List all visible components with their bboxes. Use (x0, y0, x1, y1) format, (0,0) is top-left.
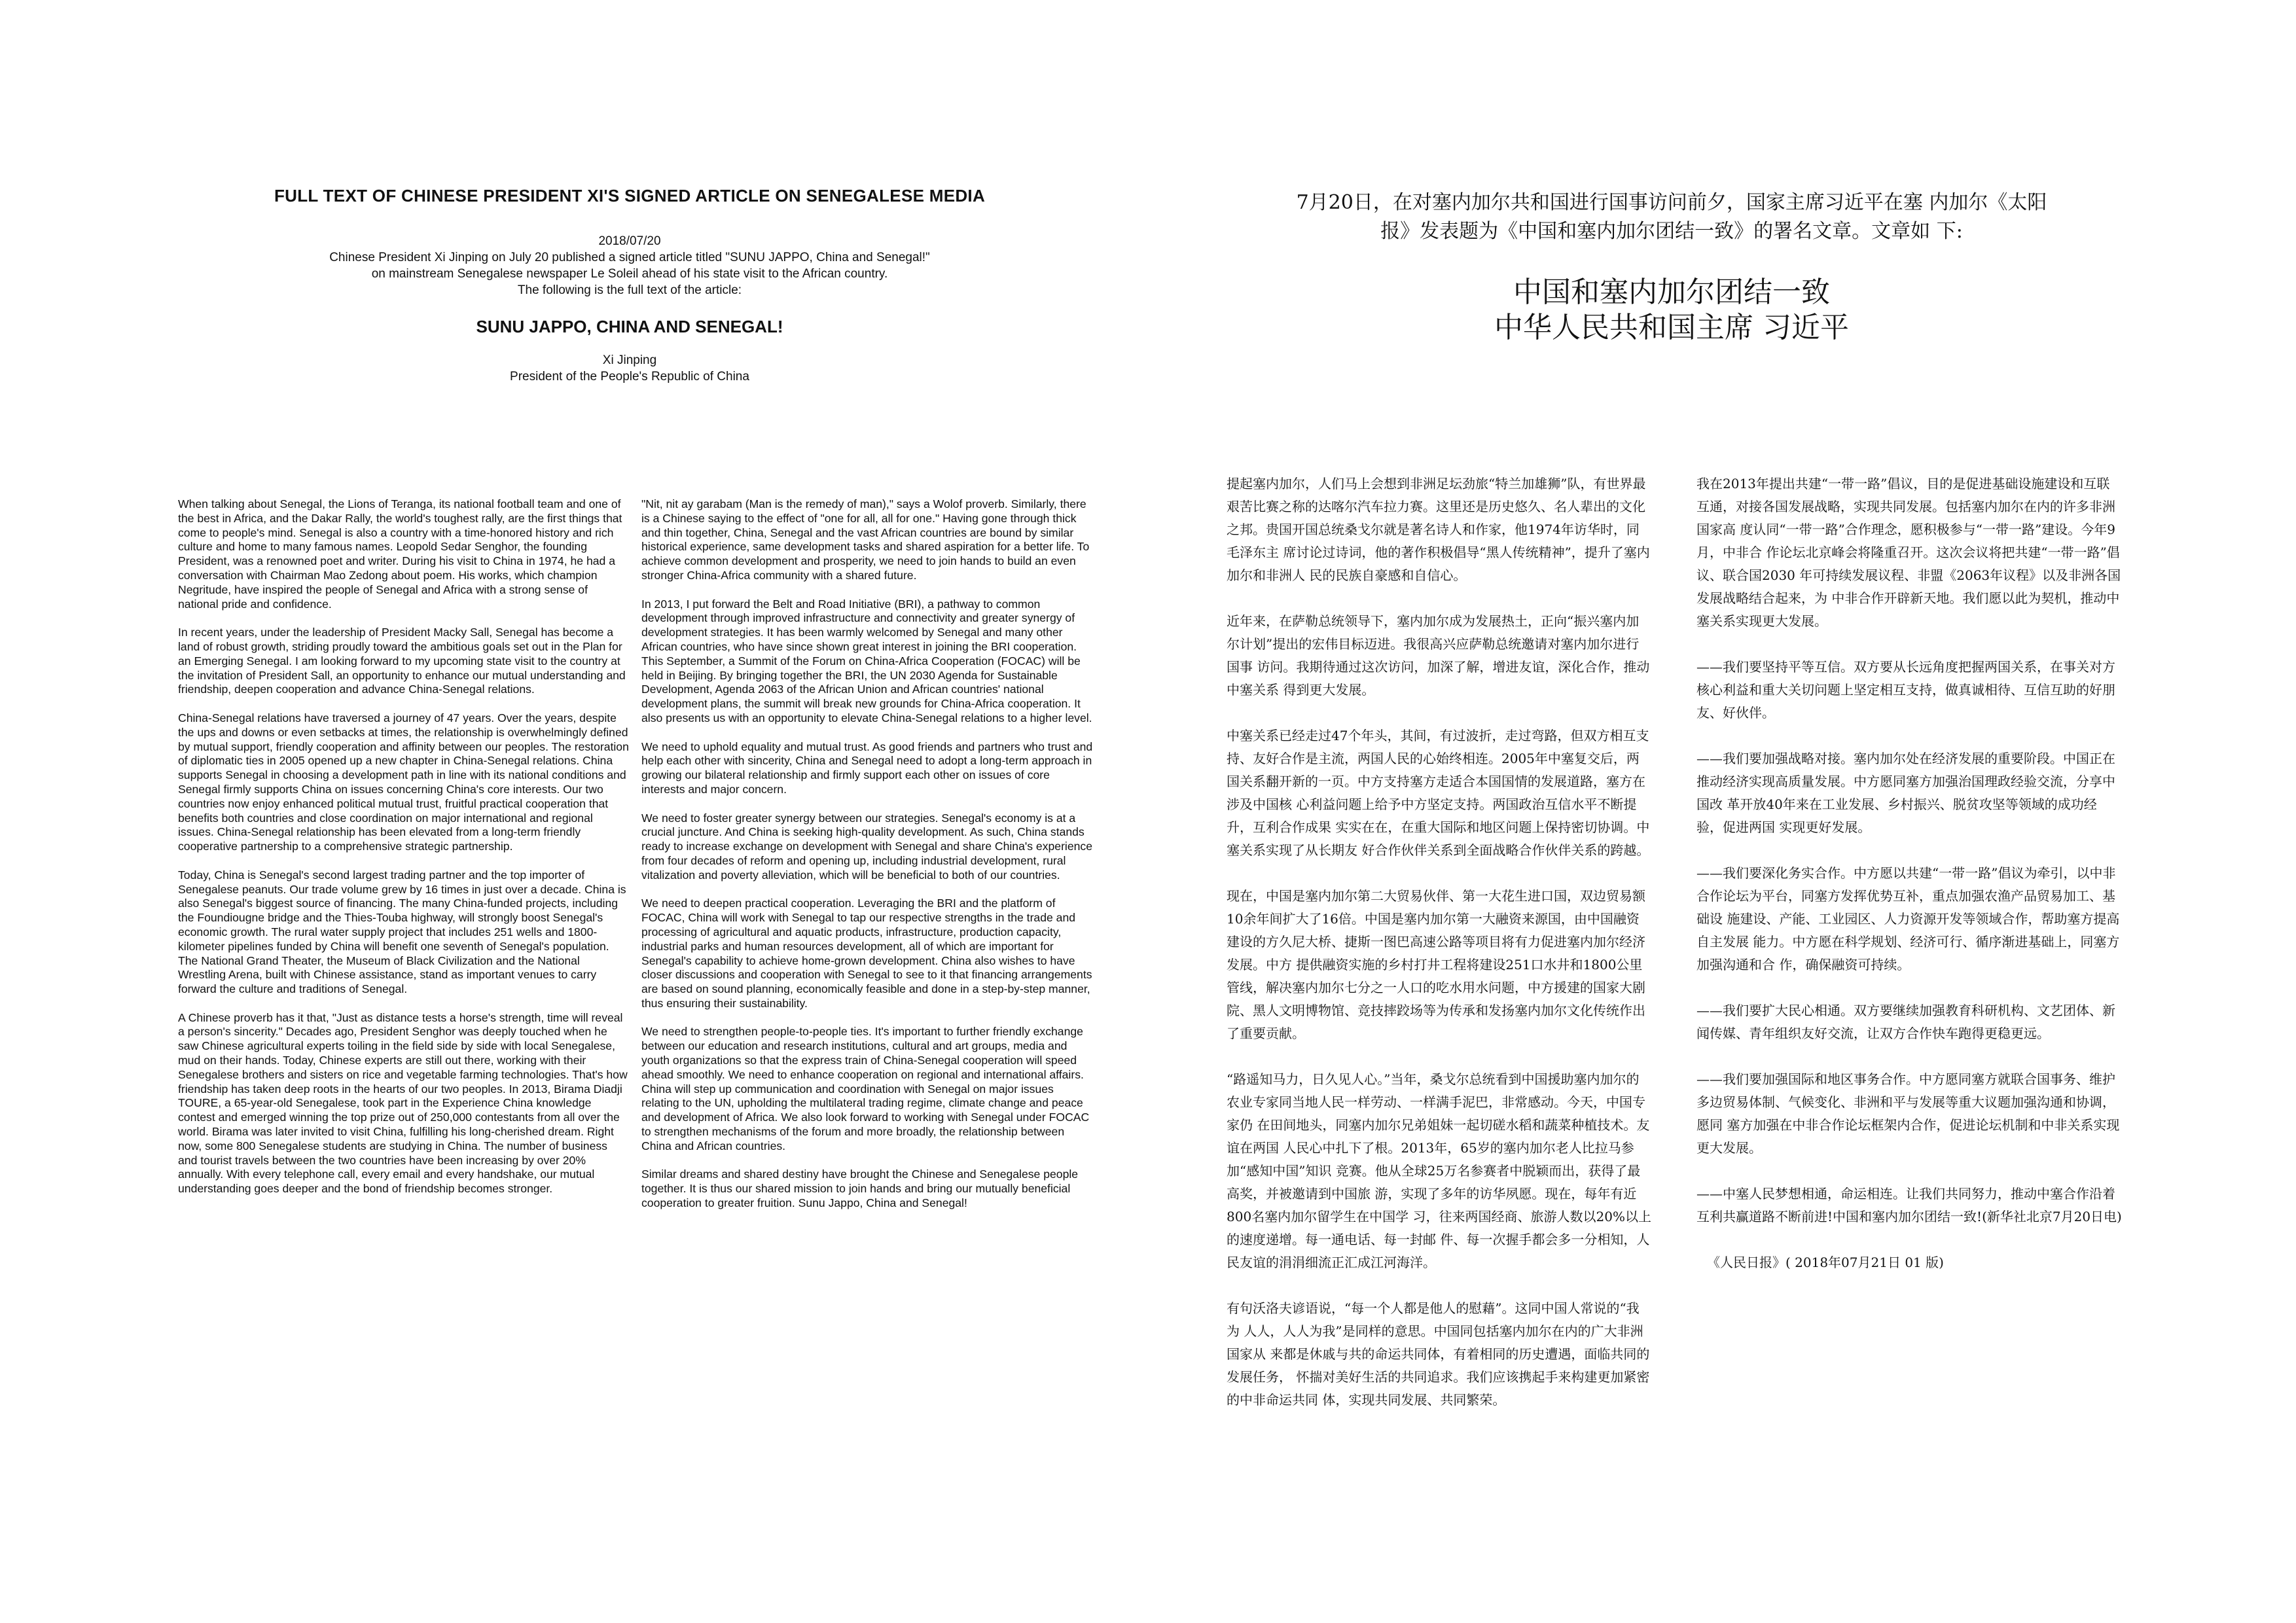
article-date: 2018/07/20 (598, 234, 661, 248)
paragraph: In 2013, I put forward the Belt and Road Initiative (BRI), a pathway to common development through improved infrastructure and connectivity and greater synergy of development strategies. It has been warmly welcomed by Senegal and many other African countries, who have since shown great interest in joining the BRI cooperation. This September, a Summit of the Forum on China-Africa Cooperation (FOCAC) will be held in Beijing. By bringing together the BRI, the UN 2030 Agenda for Sustainable Development, Agenda 2063 of the African Union and African countries' national development plans, the summit will break new grounds for China-Africa cooperation. It also presents us with an opportunity to elevate China-Senegal relations to a higher level. (641, 597, 1092, 724)
paragraph: We need to deepen practical cooperation. Leveraging the BRI and the platform of FOCAC, China will work with Senegal to tap our respective strengths in the trade and processing of agricultural and aquatic products, infrastructure, production capacity, industrial parks and human resources development, all of which are important for Senegal's capability to achieve home-grown development. China also wishes to have closer discussions and cooperation with Senegal to see to it that financing arrangements are based on sound planning, economically feasible and done in a step-by-step manner, thus ensuring their sustainability. (641, 897, 1092, 1010)
paragraph: 近年来，在萨勒总统领导下，塞内加尔成为发展热土，正向“振兴塞内加 尔计划”提出的宏伟目标迈进。我很高兴应萨勒总统邀请对塞内加尔进行国事 访问。我期待通过这次访问，加深了解，增进友谊，深化合作，推动中塞关系 得到更大发展。 (1227, 613, 1650, 698)
chinese-title: 中国和塞内加尔团结一致 (1513, 276, 1830, 309)
paragraph: ——我们要坚持平等互信。双方要从长远角度把握两国关系，在事关对方核心利益和重大关切问题上坚定相互支持，做真诚相待、互信互助的好朋友、好伙伴。 (1696, 659, 2115, 721)
intro-line: Chinese President Xi Jinping on July 20 published a signed article titled "SUNU JAPPO, China and Senegal!" (329, 251, 930, 264)
paragraph: ——中塞人民梦想相通，命运相连。让我们共同努力，推动中塞合作沿着互利共赢道路不断前进!中国和塞内加尔团结一致!(新华社北京7月20日电) (1696, 1186, 2122, 1224)
paragraph: 我在2013年提出共建“一带一路”倡议，目的是促进基础设施建设和互联互通，对接各国发展战略，实现共同发展。包括塞内加尔在内的许多非洲国家高 度认同“一带一路”合作理念，愿积极参与“一带一路”建设。今年9月，中非合 作论坛北京峰会将隆重召开。这次会议将把共建“一带一路”倡议、联合国2030 年可持续发展议程、非盟《2063年议程》以及非洲各国发展战略结合起来，为 中非合作开辟新天地。我们愿以此为契机，推动中塞关系实现更大发展。 (1696, 476, 2121, 629)
chinese-title-block (1240, 275, 2104, 346)
paragraph: ——我们要扩大民心相通。双方要继续加强教育科研机构、文艺团体、新闻传媒、青年组织友好交流，让双方合作快车跑得更稳更远。 (1696, 1003, 2115, 1041)
source-citation: 《人民日报》( 2018年07月21日 01 版) (1707, 1255, 1944, 1270)
chinese-byline: 中华人民共和国主席 习近平 (1494, 311, 1849, 344)
paragraph: Today, China is Senegal's second largest trading partner and the top importer of Senegalese peanuts. Our trade volume grew by 16 times in just over a decade. China is also Senegal's biggest source of financing. The many China-funded projects, including the Foundiougne bridge and the Thies-Touba highway, will strongly boost Senegal's economic growth. The rural water supply project that includes 251 wells and 1800-kilometer pipelines funded by China will benefit one seventh of Senegal's population. The National Grand Theater, the Museum of Black Civilization and the National Wrestling Arena, built with Chinese assistance, stand as important venues to carry forward the culture and traditions of Senegal. (178, 868, 626, 996)
paragraph: A Chinese proverb has it that, "Just as distance tests a horse's strength, time will reveal a person's sincerity." Decades ago, President Senghor was deeply touched when he saw Chinese agricultural experts toiling in the field side by side with local Senegalese, mud on their hands. Today, Chinese experts are still out there, working with their Senegalese brothers and sisters on rice and vegetable farming technologies. That's how friendship has taken deep roots in the hearts of our two peoples. In 2013, Birama Diadji TOURE, a 65-year-old Senegalese, took part in the Experience China knowledge contest and emerged winning the top prize out of 250,000 contestants from all over the world. Birama was later invited to visit China, fulfilling his long-cherished dream. Right now, some 800 Senegalese students are studying in China. The number of business and tourist travels between the two countries have been increasing by over 20% annually. With every telephone call, every email and every handshake, our mutual understanding goes deeper and the bond of friendship becomes stronger. (178, 1010, 628, 1196)
paragraph: 提起塞内加尔，人们马上会想到非洲足坛劲旅“特兰加雄狮”队，有世界最艰苦比赛之称的达喀尔汽车拉力赛。这里还是历史悠久、名人辈出的文化之邦。贵国开国总统桑戈尔就是著名诗人和作家，他1974年访华时，同毛泽东主 席讨论过诗词，他的著作积极倡导“黑人传统精神”，提升了塞内加尔和非洲人 民的民族自豪感和自信心。 (1227, 476, 1650, 583)
paragraph: When talking about Senegal, the Lions of Teranga, its national football team and one of the best in Africa, and the Dakar Rally, the world's toughest rally, are the first things that come to people's mind. Senegal is also a country with a time-honored history and rich culture and home to many famous names. Leopold Sedar Senghor, the founding President, was a renowned poet and writer. During his visit to China in 1974, he had a conversation with Chairman Mao Zedong about poem. His works, which champion Negritude, have inspired the people of Senegal and Africa with a strong sense of national pride and confidence. (178, 497, 622, 611)
chinese-right-column (1696, 473, 2122, 1297)
author-name: Xi Jinping (602, 353, 657, 367)
author-title: President of the People's Republic of China (510, 370, 749, 383)
paragraph: "Nit, nit ay garabam (Man is the remedy of man)," says a Wolof proverb. Similarly, there is a Chinese saying to the effect of "one for all, all for one." Having gone through thick and thin together, China, Senegal and the vast African countries are bound by similar historical experience, same development tasks and shared aspiration for a better life. To achieve common development and prosperity, we need to join hands to build an even stronger China-Africa community with a shared future. (641, 497, 1090, 582)
english-right-column (641, 497, 1093, 1225)
intro-line: 报》发表题为《中国和塞内加尔团结一致》的署名文章。文章如 下: (1380, 220, 1963, 243)
intro-line: on mainstream Senegalese newspaper Le Soleil ahead of his state visit to the African country. (371, 267, 888, 281)
intro-line: The following is the full text of the article: (517, 283, 742, 297)
article-title: FULL TEXT OF CHINESE PRESIDENT XI'S SIGNED ARTICLE ON SENEGALESE MEDIA (274, 186, 986, 205)
chinese-intro (1240, 188, 2104, 246)
paragraph: 中塞关系已经走过47个年头，其间，有过波折，走过弯路，但双方相互支 持、友好合作是主流，两国人民的心始终相连。2005年中塞复交后，两国关系翻开新的一页。中方支持塞方走适合本国国情的发展道路，塞方在涉及中国核 心利益问题上给予中方坚定支持。两国政治互信水平不断提升，互利合作成果 实实在在，在重大国际和地区问题上保持密切协调。中塞关系实现了从长期友 好合作伙伴关系到全面战略合作伙伴关系的跨越。 (1227, 728, 1650, 858)
chinese-article-page (1148, 0, 2296, 1623)
paragraph: We need to strengthen people-to-people ties. It's important to further friendly exchange between our education and research institutions, cultural and art groups, media and youth organizations so that the express train of China-Senegal cooperation will speed ahead smoothly. We need to enhance cooperation on regional and international affairs. China will step up communication and coordination with Senegal on major issues relating to the UN, upholding the multilateral trading regime, climate change and peace and development of Africa. We also look forward to working with Senegal under FOCAC to strengthen mechanisms of the forum and more broadly, the relationship between China and African countries. (641, 1025, 1090, 1152)
paragraph: China-Senegal relations have traversed a journey of 47 years. Over the years, despite the ups and downs or even setbacks at times, the relationship is overwhelmingly defined by mutual support, friendly cooperation and affinity between our peoples. The restoration of diplomatic ties in 2005 opened up a new chapter in China-Senegal relations. China supports Senegal in choosing a development path in line with its national conditions and Senegal firmly supports China on issues concerning China's core interests. Our two countries now enjoy enhanced political mutual trust, fruitful practical cooperation that benefits both countries and close coordination on major international and regional issues. China-Senegal relationship has been elevated from a long-term friendly cooperative partnership to a comprehensive strategic partnership. (178, 711, 629, 853)
paragraph: ——我们要深化务实合作。中方愿以共建“一带一路”倡议为牵引，以中非合作论坛为平台，同塞方发挥优势互补，重点加强农渔产品贸易加工、基础设 施建设、产能、工业园区、人力资源开发等领域合作，帮助塞方提高自主发展 能力。中方愿在科学规划、经济可行、循序渐进基础上，同塞方加强沟通和合 作，确保融资可持续。 (1696, 865, 2120, 972)
article-subtitle: SUNU JAPPO, CHINA AND SENEGAL! (476, 317, 783, 336)
paragraph: ——我们要加强国际和地区事务合作。中方愿同塞方就联合国事务、维护多边贸易体制、气候变化、非洲和平与发展等重大议题加强沟通和协调，愿同 塞方加强在中非合作论坛框架内合作，促进论坛机制和中非关系实现更大发展。 (1696, 1071, 2120, 1156)
paragraph: 现在，中国是塞内加尔第二大贸易伙伴、第一大花生进口国，双边贸易额 10余年间扩大了16倍。中国是塞内加尔第一大融资来源国，由中国融资建设的方久尼大桥、捷斯一图巴高速公路等项目将有力促进塞内加尔经济发展。中方 提供融资实施的乡村打井工程将建设251口水井和1800公里管线，解决塞内加尔七分之一人口的吃水用水问题，中方援建的国家大剧院、黑人文明博物馆、竞技摔跤场等为传承和发扬塞内加尔文化传统作出了重要贡献。 (1227, 888, 1645, 1041)
paragraph: We need to uphold equality and mutual trust. As good friends and partners who trust and help each other with sincerity, China and Senegal need to adopt a long-term approach in growing our bilateral relationship and firmly support each other on issues of core interests and major concern. (641, 740, 1093, 796)
english-left-column (178, 497, 630, 1211)
paragraph: 有句沃洛夫谚语说，“每一个人都是他人的慰藉”。这同中国人常说的“我为 人人，人人为我”是同样的意思。中国同包括塞内加尔在内的广大非洲国家从 来都是休戚与共的命运共同体，有着相同的历史遭遇，面临共同的发展任务， 怀揣对美好生活的共同追求。我们应该携起手来构建更加紧密的中非命运共同 体，实现共同发展、共同繁荣。 (1227, 1300, 1650, 1408)
english-header (171, 185, 1088, 385)
intro-line: 7月20日，在对塞内加尔共和国进行国事访问前夕，国家主席习近平在塞 内加尔《太阳 (1296, 191, 2047, 214)
paragraph: We need to foster greater synergy between our strategies. Senegal's economy is at a crucial juncture. And China is seeking high-quality development. As such, China stands ready to increase exchange on development with Senegal and share China's experience from four decades of reform and opening up, including industrial development, rural vitalization and poverty alleviation, which will be beneficial to both of our countries. (641, 811, 1092, 882)
paragraph: Similar dreams and shared destiny have brought the Chinese and Senegalese people together. It is thus our shared mission to join hands and bring our mutually beneficial cooperation to greater fruition. Sunu Jappo, China and Senegal! (641, 1168, 1079, 1210)
paragraph: ——我们要加强战略对接。塞内加尔处在经济发展的重要阶段。中国正在 推动经济实现高质量发展。中方愿同塞方加强治国理政经验交流，分享中国改 革开放40年来在工业发展、乡村振兴、脱贫攻坚等领域的成功经验，促进两国 实现更好发展。 (1696, 751, 2115, 835)
paragraph: “路遥知马力，日久见人心。”当年，桑戈尔总统看到中国援助塞内加尔的 农业专家同当地人民一样劳动、一样满手泥巴，非常感动。今天，中国专家仍 在田间地头，同塞内加尔兄弟姐妹一起切磋水稻和蔬菜种植技术。友谊在两国 人民心中扎下了根。2013年，65岁的塞内加尔老人比拉马参加“感知中国”知识 竞赛。他从全球25万名参赛者中脱颖而出，获得了最高奖，并被邀请到中国旅 游，实现了多年的访华夙愿。现在，每年有近800名塞内加尔留学生在中国学 习，往来两国经商、旅游人数以20%以上的速度递增。每一通电话、每一封邮 件、每一次握手都会多一分相知，人民友谊的涓涓细流正汇成江河海洋。 (1227, 1071, 1651, 1270)
chinese-left-column (1227, 473, 1652, 1435)
paragraph: In recent years, under the leadership of President Macky Sall, Senegal has become a land of robust growth, striding proudly toward the ambitious goals set out in the Plan for an Emerging Senegal. I am looking forward to my upcoming state visit to the country at the invitation of President Sall, an opportunity to enhance our mutual understanding and friendship, deepen cooperation and advance China-Senegal relations. (178, 626, 626, 696)
